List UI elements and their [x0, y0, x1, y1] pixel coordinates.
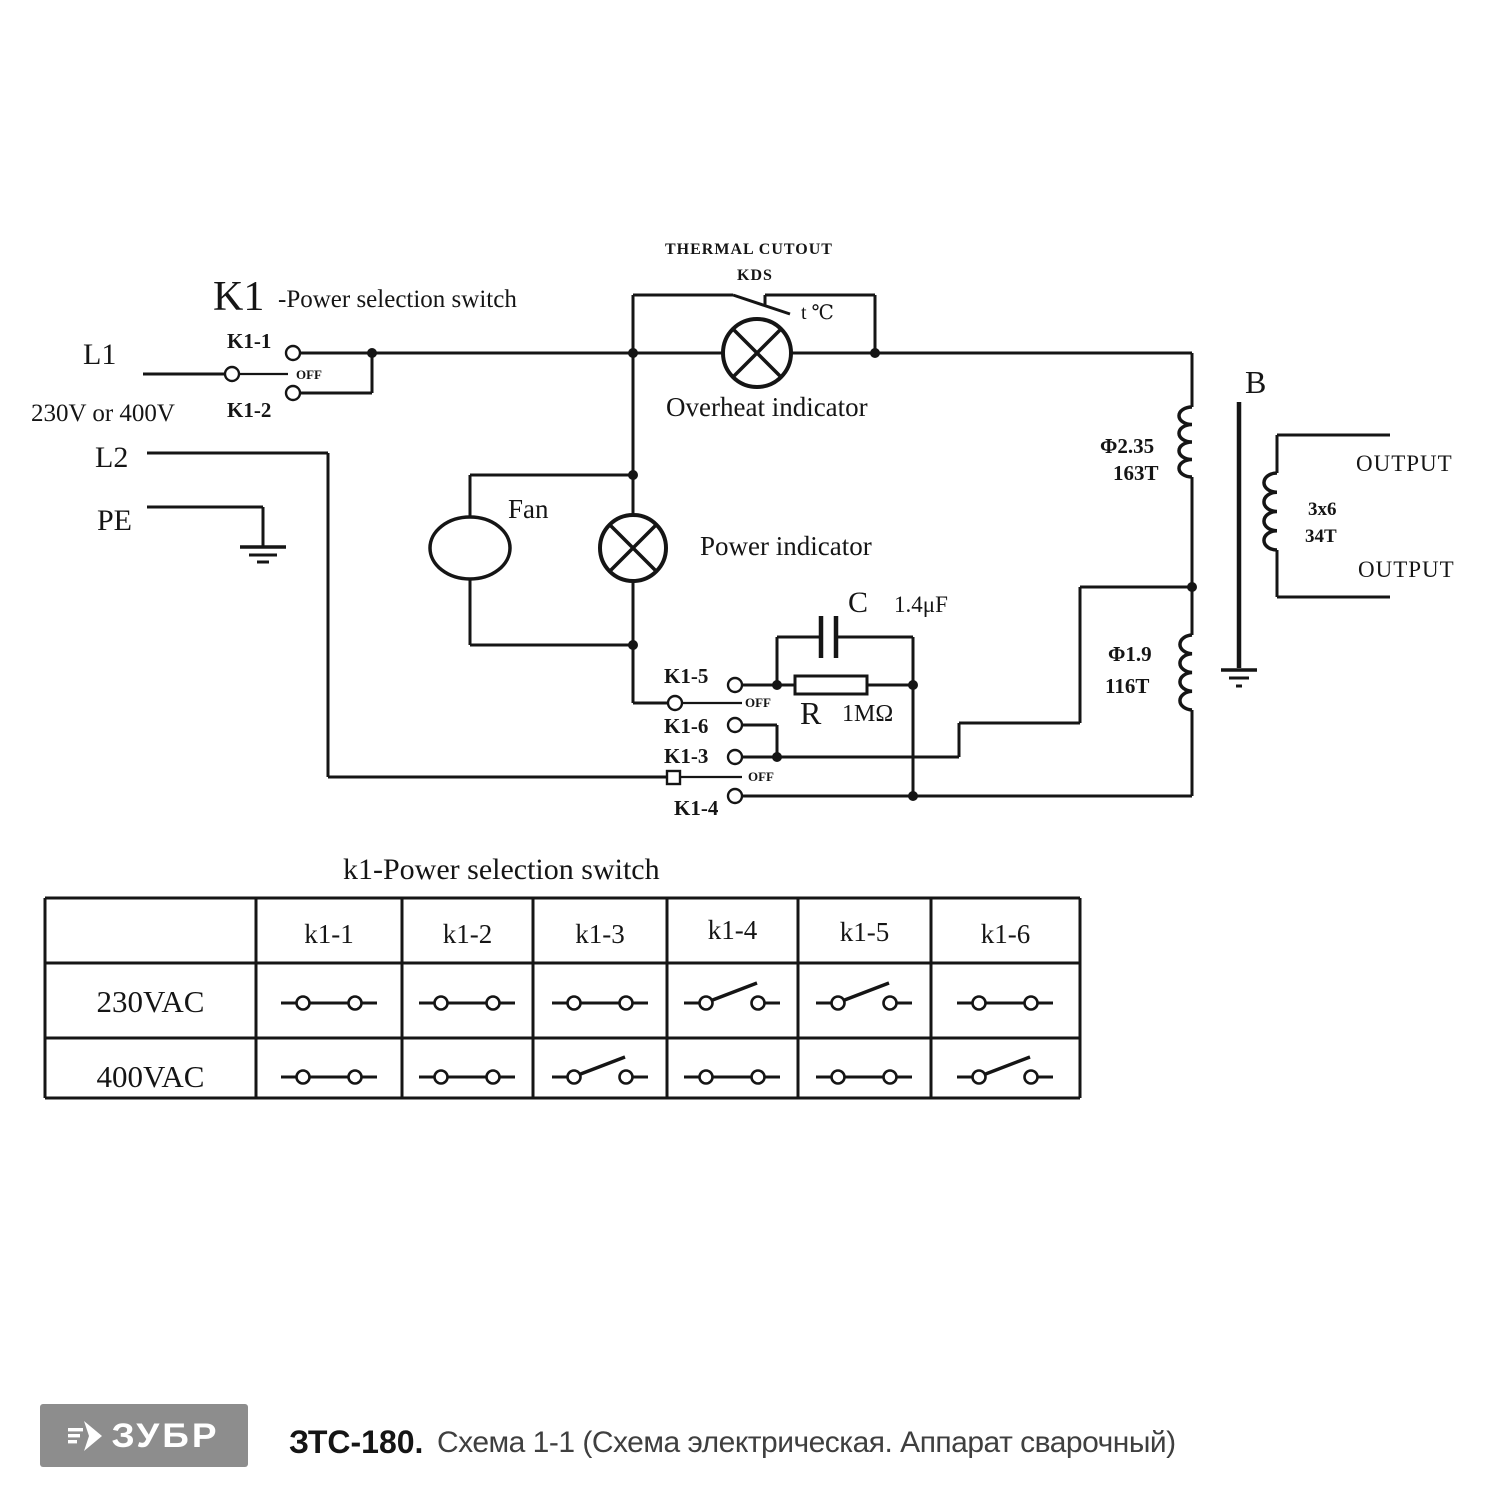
switch-symbol	[950, 980, 1060, 1026]
contact-k1-6-label: K1-6	[664, 714, 709, 738]
off-label-2: OFF	[745, 695, 771, 710]
table-title: k1-Power selection switch	[343, 853, 660, 886]
model-text: ЗТС-180.	[289, 1424, 424, 1460]
contact-k1-2-label: K1-2	[227, 398, 272, 422]
table-header-k1-5: k1-5	[839, 917, 890, 947]
contact-k1-1-label: K1-1	[227, 329, 272, 353]
transformer-label: B	[1245, 364, 1267, 400]
switch-symbol	[809, 980, 919, 1026]
caption-text: Схема 1-1 (Схема электрическая. Аппарат сварочный)	[437, 1426, 1176, 1459]
capacitor-label: C	[848, 586, 869, 619]
switch-symbol	[545, 980, 655, 1026]
off-label-1: OFF	[296, 367, 322, 382]
switch-symbol	[677, 980, 787, 1026]
primary1-turns-label: 163T	[1113, 461, 1159, 485]
switch-symbol	[950, 1054, 1060, 1100]
contact-k1-3-label: K1-3	[664, 744, 709, 768]
switch-symbol	[412, 1054, 522, 1100]
capacitor-value: 1.4μF	[894, 592, 948, 617]
table-header-k1-4: k1-4	[707, 915, 758, 945]
resistor-value: 1MΩ	[842, 701, 894, 727]
table-header-k1-6: k1-6	[980, 919, 1031, 949]
secondary-turns-label: 34T	[1305, 526, 1337, 547]
output-bottom-label: OUTPUT	[1358, 557, 1455, 582]
zubr-arrow-icon	[68, 1420, 104, 1452]
zubr-logo	[40, 1404, 248, 1467]
table-header-k1-1: k1-1	[304, 919, 354, 949]
overheat-indicator-label: Overheat indicator	[666, 392, 868, 422]
table-header-k1-3: k1-3	[575, 919, 625, 949]
voltage-note: 230V or 400V	[31, 400, 175, 427]
fan-label: Fan	[508, 494, 549, 524]
terminal-l2: L2	[95, 441, 129, 474]
temperature-label: t ℃	[801, 302, 834, 324]
contact-k1-4-label: K1-4	[674, 796, 719, 820]
resistor-label: R	[800, 695, 822, 731]
switch-symbol	[809, 1054, 919, 1100]
terminal-l1: L1	[83, 338, 117, 371]
table-row-label-400vac: 400VAC	[96, 1059, 205, 1094]
output-top-label: OUTPUT	[1356, 451, 1453, 476]
table-header-k1-2: k1-2	[442, 919, 493, 949]
k1-title: K1	[213, 274, 265, 320]
fan-icon	[430, 517, 510, 579]
power-indicator-label: Power indicator	[700, 531, 872, 561]
contact-k1-5-label: K1-5	[664, 664, 709, 688]
primary2-turns-label: 116T	[1105, 674, 1150, 698]
switch-symbol	[274, 980, 384, 1026]
off-label-3: OFF	[748, 769, 774, 784]
resistor-icon	[795, 676, 867, 694]
switch-symbol	[545, 1054, 655, 1100]
thermal-cutout-label: THERMAL CUTOUT	[665, 241, 833, 258]
brand-text: ЗУБР	[111, 1416, 220, 1454]
kds-label: KDS	[737, 267, 773, 284]
primary2-wire-label: Φ1.9	[1108, 642, 1152, 666]
switch-symbol	[677, 1054, 787, 1100]
k1-subtitle: -Power selection switch	[278, 286, 517, 313]
primary1-wire-label: Φ2.35	[1100, 434, 1155, 458]
switch-symbol	[274, 1054, 384, 1100]
table-row-label-230vac: 230VAC	[96, 984, 205, 1019]
terminal-pe: PE	[97, 504, 133, 537]
secondary-wire-label: 3x6	[1308, 499, 1337, 520]
switch-symbol	[412, 980, 522, 1026]
